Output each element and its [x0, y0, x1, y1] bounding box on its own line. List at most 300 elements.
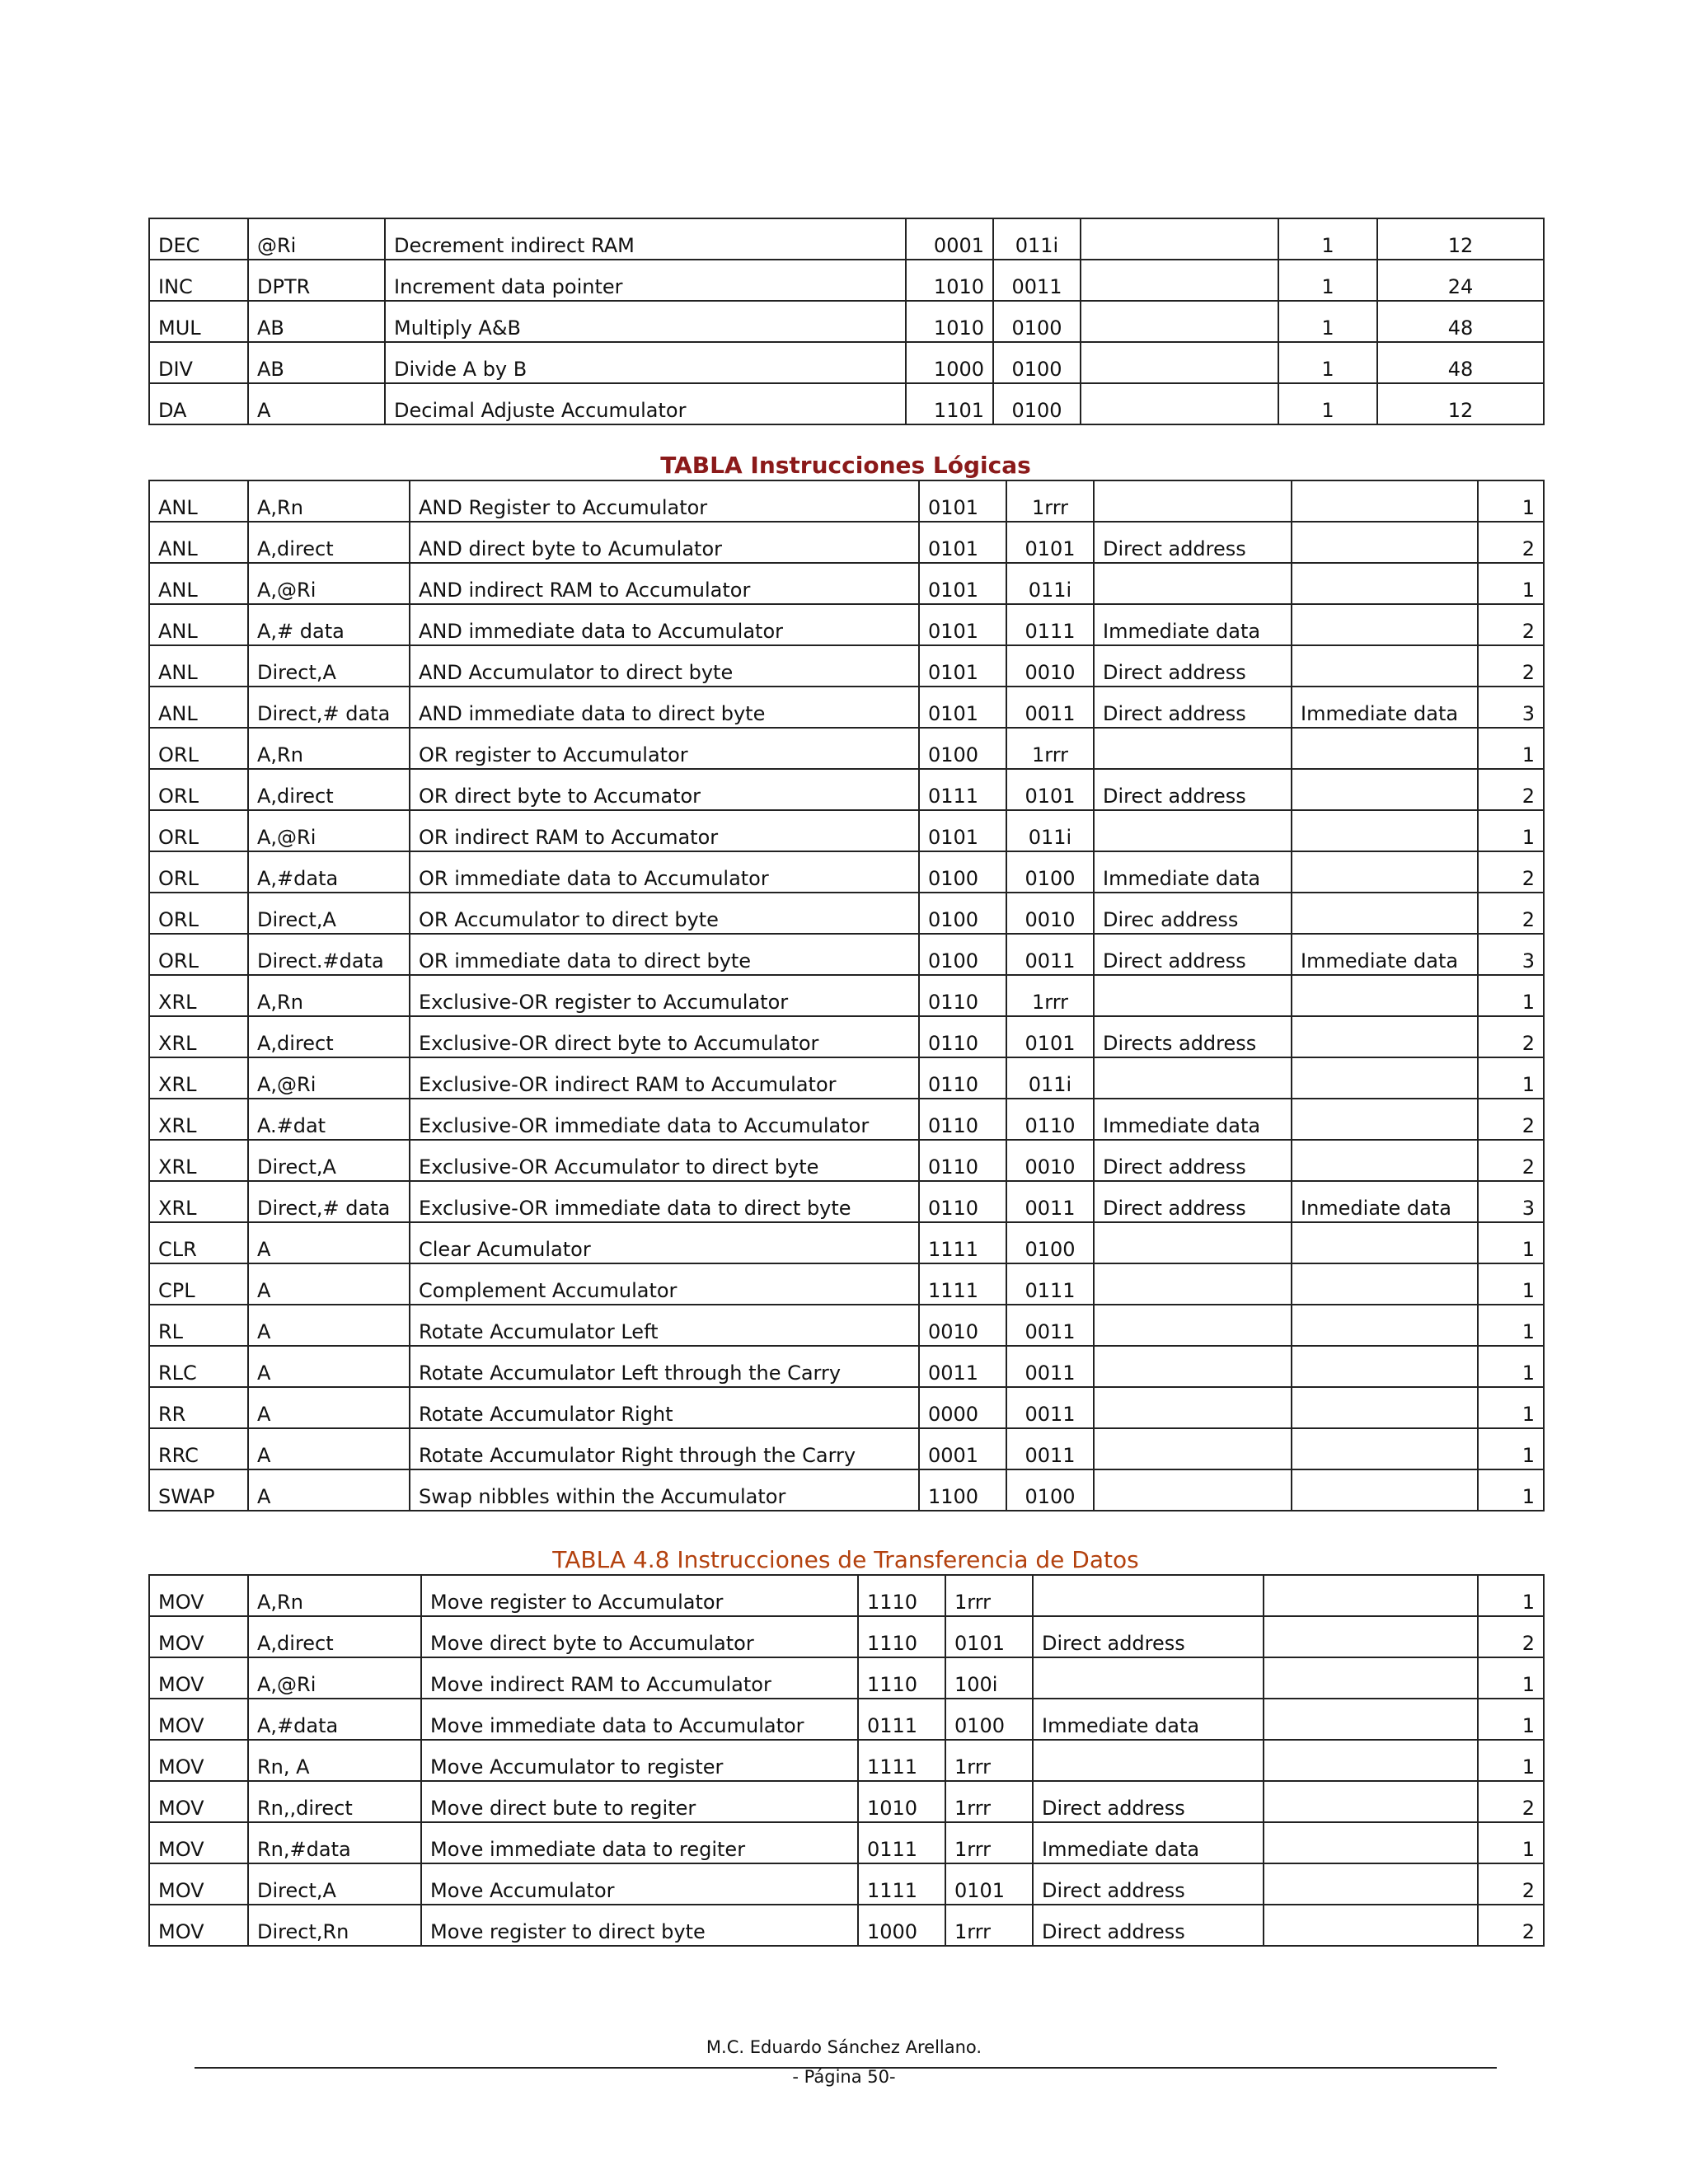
cell-description: Exclusive-OR register to Accumulator	[410, 975, 919, 1016]
cell-opcode-high: 0100	[919, 934, 1006, 975]
cell-byte3: Inmediate data	[1292, 1181, 1478, 1222]
cell-description: Exclusive-OR indirect RAM to Accumulator	[410, 1057, 919, 1099]
cell-opcode-low: 1rrr	[1006, 480, 1094, 522]
cell-opcode-low: 0011	[1006, 934, 1094, 975]
cell-operands: A	[248, 383, 385, 424]
cell-value: 1	[1478, 1305, 1544, 1346]
table-row	[149, 301, 1544, 342]
cell-mnemonic: ORL	[149, 893, 248, 934]
cell-opcode-low: 100i	[945, 1657, 1033, 1699]
cell-operands: A	[248, 1305, 410, 1346]
cell-byte3	[1292, 563, 1478, 604]
cell-opcode-low: 011i	[1006, 1057, 1094, 1099]
cell-opcode-low: 0100	[993, 383, 1081, 424]
cell-description: Divide A by B	[385, 342, 906, 383]
cell-mnemonic: ANL	[149, 522, 248, 563]
cell-value: 1	[1478, 1428, 1544, 1469]
cell-byte2	[1094, 1428, 1292, 1469]
cell-opcode-high: 0000	[919, 1387, 1006, 1428]
cell-description: Rotate Accumulator Right through the Carry	[410, 1428, 919, 1469]
cell-operands: Rn,,direct	[248, 1781, 421, 1822]
table-row	[149, 1346, 1544, 1387]
cell-mnemonic: CLR	[149, 1222, 248, 1263]
cell-mnemonic: ANL	[149, 480, 248, 522]
cell-byte3	[1292, 522, 1478, 563]
table-row	[149, 383, 1544, 424]
table-row	[149, 480, 1544, 522]
cell-value: 1	[1478, 1822, 1544, 1863]
cell-byte3	[1292, 1263, 1478, 1305]
cell-description: Rotate Accumulator Right	[410, 1387, 919, 1428]
cell-opcode-low: 0100	[945, 1699, 1033, 1740]
table-row	[149, 934, 1544, 975]
cell-byte3	[1292, 1057, 1478, 1099]
cell-operands: Direct,A	[248, 1140, 410, 1181]
cell-opcode-low: 0101	[1006, 769, 1094, 810]
cell-opcode-low: 0100	[993, 342, 1081, 383]
cell-description: Exclusive-OR direct byte to Accumulator	[410, 1016, 919, 1057]
cell-opcode-high: 0101	[919, 563, 1006, 604]
cell-byte2	[1033, 1575, 1264, 1616]
table-row	[149, 1822, 1544, 1863]
cell-opcode-high: 0110	[919, 1016, 1006, 1057]
cell-byte2	[1081, 260, 1278, 301]
cell-description: Swap nibbles within the Accumulator	[410, 1469, 919, 1511]
cell-mnemonic: MOV	[149, 1905, 248, 1946]
cell-byte3: Immediate data	[1292, 934, 1478, 975]
cell-byte2	[1094, 1263, 1292, 1305]
cell-description: Clear Acumulator	[410, 1222, 919, 1263]
cell-value: 2	[1478, 1905, 1544, 1946]
cell-value: 3	[1478, 1181, 1544, 1222]
cell-operands: @Ri	[248, 218, 385, 260]
cell-opcode-low: 0011	[1006, 1387, 1094, 1428]
cell-byte2: Immediate data	[1033, 1699, 1264, 1740]
cell-opcode-low: 0011	[1006, 1346, 1094, 1387]
cell-description: Move Accumulator	[421, 1863, 858, 1905]
cell-opcode-low: 0100	[1006, 1469, 1094, 1511]
cell-byte3	[1292, 769, 1478, 810]
cell-byte3	[1292, 1222, 1478, 1263]
cell-opcode-low: 011i	[1006, 563, 1094, 604]
cell-byte2: Direct address	[1094, 934, 1292, 975]
cell-byte2: Immediate data	[1033, 1822, 1264, 1863]
cell-operands: A,Rn	[248, 728, 410, 769]
cell-byte3: 1	[1278, 218, 1377, 260]
table-row	[149, 1781, 1544, 1822]
cell-operands: A,Rn	[248, 1575, 421, 1616]
cell-mnemonic: ANL	[149, 645, 248, 687]
cell-opcode-low: 1rrr	[945, 1740, 1033, 1781]
cell-value: 1	[1478, 1346, 1544, 1387]
cell-opcode-high: 0100	[919, 893, 1006, 934]
table-row	[149, 975, 1544, 1016]
cell-opcode-high: 0110	[919, 1099, 1006, 1140]
cell-operands: Direct,# data	[248, 1181, 410, 1222]
cell-opcode-high: 1000	[906, 342, 993, 383]
table-row	[149, 1222, 1544, 1263]
cell-mnemonic: XRL	[149, 1057, 248, 1099]
cell-byte3	[1292, 810, 1478, 851]
cell-byte2: Direct address	[1033, 1781, 1264, 1822]
cell-opcode-low: 0011	[993, 260, 1081, 301]
cell-opcode-low: 0010	[1006, 645, 1094, 687]
cell-byte3	[1292, 1140, 1478, 1181]
cell-opcode-high: 0101	[919, 480, 1006, 522]
cell-operands: A	[248, 1469, 410, 1511]
cell-value: 1	[1478, 1740, 1544, 1781]
cell-mnemonic: ORL	[149, 810, 248, 851]
cell-operands: A	[248, 1263, 410, 1305]
cell-byte2	[1094, 1222, 1292, 1263]
cell-byte2	[1094, 975, 1292, 1016]
table-row	[149, 604, 1544, 645]
cell-description: Move indirect RAM to Accumulator	[421, 1657, 858, 1699]
table-row	[149, 810, 1544, 851]
cell-byte2: Immediate data	[1094, 1099, 1292, 1140]
cell-byte3	[1264, 1781, 1478, 1822]
cell-byte3	[1264, 1740, 1478, 1781]
cell-mnemonic: ANL	[149, 687, 248, 728]
cell-operands: Direct,A	[248, 893, 410, 934]
footer-page-number: - Página 50-	[792, 2067, 896, 2087]
table-row	[149, 260, 1544, 301]
cell-mnemonic: XRL	[149, 975, 248, 1016]
cell-byte2	[1033, 1740, 1264, 1781]
cell-byte3	[1264, 1616, 1478, 1657]
cell-opcode-high: 0110	[919, 1057, 1006, 1099]
cell-mnemonic: SWAP	[149, 1469, 248, 1511]
cell-value: 48	[1377, 301, 1544, 342]
cell-description: Exclusive-OR Accumulator to direct byte	[410, 1140, 919, 1181]
cell-opcode-high: 1111	[858, 1740, 945, 1781]
cell-value: 2	[1478, 1016, 1544, 1057]
cell-opcode-high: 0111	[858, 1699, 945, 1740]
cell-byte2	[1094, 728, 1292, 769]
cell-mnemonic: INC	[149, 260, 248, 301]
cell-opcode-high: 1111	[919, 1222, 1006, 1263]
cell-opcode-high: 0101	[919, 604, 1006, 645]
cell-description: Exclusive-OR immediate data to direct byte	[410, 1181, 919, 1222]
cell-value: 1	[1478, 1657, 1544, 1699]
cell-opcode-low: 0100	[993, 301, 1081, 342]
cell-byte3	[1292, 893, 1478, 934]
cell-operands: Direct.#data	[248, 934, 410, 975]
cell-description: OR Accumulator to direct byte	[410, 893, 919, 934]
table-row	[149, 1263, 1544, 1305]
cell-opcode-high: 0100	[919, 728, 1006, 769]
cell-opcode-low: 0010	[1006, 893, 1094, 934]
cell-mnemonic: RRC	[149, 1428, 248, 1469]
cell-byte2	[1081, 342, 1278, 383]
cell-opcode-high: 0001	[919, 1428, 1006, 1469]
cell-operands: A,Rn	[248, 480, 410, 522]
cell-opcode-high: 1110	[858, 1657, 945, 1699]
logical-instructions-table	[148, 480, 1545, 1511]
cell-opcode-high: 0111	[919, 769, 1006, 810]
cell-byte3	[1264, 1699, 1478, 1740]
arithmetic-instructions-table	[148, 218, 1545, 425]
cell-mnemonic: RLC	[149, 1346, 248, 1387]
cell-value: 48	[1377, 342, 1544, 383]
cell-operands: A,@Ri	[248, 810, 410, 851]
cell-byte3	[1292, 1305, 1478, 1346]
cell-byte2	[1094, 1387, 1292, 1428]
logic-table-title: TABLA Instrucciones Lógicas	[660, 452, 1031, 479]
cell-mnemonic: ANL	[149, 563, 248, 604]
cell-mnemonic: MOV	[149, 1740, 248, 1781]
cell-description: Exclusive-OR immediate data to Accumulator	[410, 1099, 919, 1140]
cell-byte2	[1094, 1469, 1292, 1511]
cell-byte2: Direct address	[1094, 522, 1292, 563]
cell-mnemonic: ORL	[149, 934, 248, 975]
cell-opcode-low: 0011	[1006, 1181, 1094, 1222]
cell-value: 1	[1478, 1057, 1544, 1099]
cell-opcode-low: 0100	[1006, 851, 1094, 893]
table-row	[149, 1140, 1544, 1181]
cell-value: 2	[1478, 1863, 1544, 1905]
cell-mnemonic: DEC	[149, 218, 248, 260]
table-row	[149, 1016, 1544, 1057]
cell-byte3	[1292, 480, 1478, 522]
table-row	[149, 218, 1544, 260]
cell-opcode-high: 1111	[919, 1263, 1006, 1305]
table-row	[149, 1657, 1544, 1699]
cell-operands: Direct,A	[248, 645, 410, 687]
table-row	[149, 1616, 1544, 1657]
cell-opcode-low: 0101	[945, 1863, 1033, 1905]
cell-byte2: Direct address	[1094, 1181, 1292, 1222]
cell-operands: A,# data	[248, 604, 410, 645]
cell-description: Move direct bute to regiter	[421, 1781, 858, 1822]
cell-mnemonic: XRL	[149, 1099, 248, 1140]
cell-value: 1	[1478, 728, 1544, 769]
cell-byte2	[1094, 1346, 1292, 1387]
data-transfer-instructions-table	[148, 1574, 1545, 1947]
cell-byte3: 1	[1278, 383, 1377, 424]
cell-byte3	[1264, 1575, 1478, 1616]
table-row	[149, 1099, 1544, 1140]
cell-description: Move Accumulator to register	[421, 1740, 858, 1781]
cell-value: 2	[1478, 522, 1544, 563]
cell-byte3: Immediate data	[1292, 687, 1478, 728]
cell-byte3	[1264, 1863, 1478, 1905]
cell-byte2: Direct address	[1033, 1863, 1264, 1905]
table-row	[149, 1469, 1544, 1511]
cell-opcode-low: 0110	[1006, 1099, 1094, 1140]
cell-opcode-high: 1101	[906, 383, 993, 424]
cell-byte2: Direct address	[1094, 1140, 1292, 1181]
cell-mnemonic: MOV	[149, 1863, 248, 1905]
table-row	[149, 1181, 1544, 1222]
cell-value: 2	[1478, 604, 1544, 645]
cell-value: 1	[1478, 1387, 1544, 1428]
cell-mnemonic: MOV	[149, 1822, 248, 1863]
cell-mnemonic: CPL	[149, 1263, 248, 1305]
cell-description: Rotate Accumulator Left	[410, 1305, 919, 1346]
cell-opcode-high: 0101	[919, 522, 1006, 563]
cell-byte2: Directs address	[1094, 1016, 1292, 1057]
cell-byte3	[1292, 1428, 1478, 1469]
cell-byte3	[1292, 1099, 1478, 1140]
cell-opcode-low: 0011	[1006, 1428, 1094, 1469]
cell-value: 1	[1478, 1263, 1544, 1305]
cell-value: 24	[1377, 260, 1544, 301]
cell-description: OR immediate data to direct byte	[410, 934, 919, 975]
table-row	[149, 851, 1544, 893]
cell-opcode-high: 0101	[919, 687, 1006, 728]
cell-description: Increment data pointer	[385, 260, 906, 301]
cell-byte2: Direct address	[1094, 769, 1292, 810]
cell-byte3	[1264, 1905, 1478, 1946]
cell-byte3	[1292, 645, 1478, 687]
table-row	[149, 522, 1544, 563]
cell-value: 2	[1478, 1099, 1544, 1140]
cell-operands: A	[248, 1346, 410, 1387]
cell-opcode-high: 0110	[919, 975, 1006, 1016]
cell-opcode-low: 1rrr	[945, 1905, 1033, 1946]
cell-operands: AB	[248, 342, 385, 383]
table-row	[149, 1905, 1544, 1946]
cell-description: OR indirect RAM to Accumator	[410, 810, 919, 851]
cell-value: 1	[1478, 975, 1544, 1016]
table-row	[149, 687, 1544, 728]
cell-operands: A,direct	[248, 522, 410, 563]
cell-description: Decimal Adjuste Accumulator	[385, 383, 906, 424]
cell-operands: Rn,#data	[248, 1822, 421, 1863]
cell-mnemonic: ANL	[149, 604, 248, 645]
cell-opcode-high: 1111	[858, 1863, 945, 1905]
cell-operands: A,direct	[248, 1016, 410, 1057]
cell-mnemonic: MOV	[149, 1699, 248, 1740]
cell-description: Multiply A&B	[385, 301, 906, 342]
table-row	[149, 645, 1544, 687]
cell-value: 12	[1377, 218, 1544, 260]
cell-mnemonic: ORL	[149, 728, 248, 769]
cell-byte3	[1264, 1822, 1478, 1863]
cell-opcode-low: 0011	[1006, 1305, 1094, 1346]
cell-value: 1	[1478, 1469, 1544, 1511]
cell-opcode-high: 0001	[906, 218, 993, 260]
cell-mnemonic: RL	[149, 1305, 248, 1346]
cell-mnemonic: XRL	[149, 1140, 248, 1181]
cell-opcode-high: 0111	[858, 1822, 945, 1863]
cell-opcode-low: 011i	[1006, 810, 1094, 851]
table-row	[149, 1740, 1544, 1781]
cell-opcode-low: 0010	[1006, 1140, 1094, 1181]
cell-operands: A,direct	[248, 769, 410, 810]
cell-description: Move register to direct byte	[421, 1905, 858, 1946]
cell-value: 1	[1478, 480, 1544, 522]
cell-opcode-low: 0111	[1006, 604, 1094, 645]
cell-value: 1	[1478, 1575, 1544, 1616]
cell-description: OR direct byte to Accumator	[410, 769, 919, 810]
cell-value: 2	[1478, 1140, 1544, 1181]
cell-operands: A	[248, 1222, 410, 1263]
cell-description: AND indirect RAM to Accumulator	[410, 563, 919, 604]
cell-description: Rotate Accumulator Left through the Carry	[410, 1346, 919, 1387]
cell-opcode-high: 0011	[919, 1346, 1006, 1387]
table-row	[149, 1305, 1544, 1346]
cell-operands: A,#data	[248, 1699, 421, 1740]
cell-byte3: 1	[1278, 260, 1377, 301]
cell-opcode-low: 0011	[1006, 687, 1094, 728]
cell-mnemonic: MUL	[149, 301, 248, 342]
cell-mnemonic: XRL	[149, 1181, 248, 1222]
cell-opcode-high: 1010	[906, 301, 993, 342]
cell-byte2: Direct address	[1033, 1905, 1264, 1946]
table-row	[149, 728, 1544, 769]
table-row	[149, 769, 1544, 810]
cell-operands: A,@Ri	[248, 1057, 410, 1099]
cell-value: 1	[1478, 1699, 1544, 1740]
cell-operands: Direct,Rn	[248, 1905, 421, 1946]
table-row	[149, 1699, 1544, 1740]
cell-opcode-high: 1110	[858, 1616, 945, 1657]
cell-value: 2	[1478, 645, 1544, 687]
cell-byte2	[1094, 480, 1292, 522]
cell-byte3	[1292, 728, 1478, 769]
cell-description: Move direct byte to Accumulator	[421, 1616, 858, 1657]
cell-mnemonic: DA	[149, 383, 248, 424]
cell-operands: DPTR	[248, 260, 385, 301]
cell-description: AND direct byte to Acumulator	[410, 522, 919, 563]
cell-value: 1	[1478, 810, 1544, 851]
cell-opcode-high: 1000	[858, 1905, 945, 1946]
cell-description: AND Register to Accumulator	[410, 480, 919, 522]
cell-description: Complement Accumulator	[410, 1263, 919, 1305]
cell-byte3	[1292, 1469, 1478, 1511]
cell-byte2	[1033, 1657, 1264, 1699]
cell-opcode-low: 1rrr	[1006, 728, 1094, 769]
cell-opcode-low: 1rrr	[945, 1822, 1033, 1863]
cell-opcode-low: 0100	[1006, 1222, 1094, 1263]
cell-mnemonic: MOV	[149, 1616, 248, 1657]
cell-mnemonic: MOV	[149, 1575, 248, 1616]
cell-opcode-low: 0101	[945, 1616, 1033, 1657]
cell-operands: Direct,# data	[248, 687, 410, 728]
cell-mnemonic: ORL	[149, 769, 248, 810]
cell-description: Move immediate data to Accumulator	[421, 1699, 858, 1740]
cell-opcode-low: 1rrr	[945, 1575, 1033, 1616]
cell-byte3	[1292, 975, 1478, 1016]
cell-mnemonic: MOV	[149, 1781, 248, 1822]
cell-byte3	[1264, 1657, 1478, 1699]
cell-description: Move immediate data to regiter	[421, 1822, 858, 1863]
cell-description: OR immediate data to Accumulator	[410, 851, 919, 893]
cell-description: Decrement indirect RAM	[385, 218, 906, 260]
footer-author: M.C. Eduardo Sánchez Arellano.	[706, 2037, 982, 2057]
table-row	[149, 1428, 1544, 1469]
cell-byte2	[1094, 810, 1292, 851]
cell-value: 2	[1478, 851, 1544, 893]
transfer-table-title: TABLA 4.8 Instrucciones de Transferencia de Datos	[552, 1546, 1139, 1573]
cell-value: 1	[1478, 563, 1544, 604]
cell-byte2	[1081, 218, 1278, 260]
cell-description: AND Accumulator to direct byte	[410, 645, 919, 687]
cell-value: 2	[1478, 1616, 1544, 1657]
cell-description: OR register to Accumulator	[410, 728, 919, 769]
cell-mnemonic: RR	[149, 1387, 248, 1428]
cell-description: Move register to Accumulator	[421, 1575, 858, 1616]
cell-opcode-high: 0110	[919, 1181, 1006, 1222]
table-row	[149, 1387, 1544, 1428]
table-row	[149, 1863, 1544, 1905]
cell-byte2	[1094, 1057, 1292, 1099]
table-row	[149, 1057, 1544, 1099]
cell-operands: Rn, A	[248, 1740, 421, 1781]
cell-value: 2	[1478, 769, 1544, 810]
